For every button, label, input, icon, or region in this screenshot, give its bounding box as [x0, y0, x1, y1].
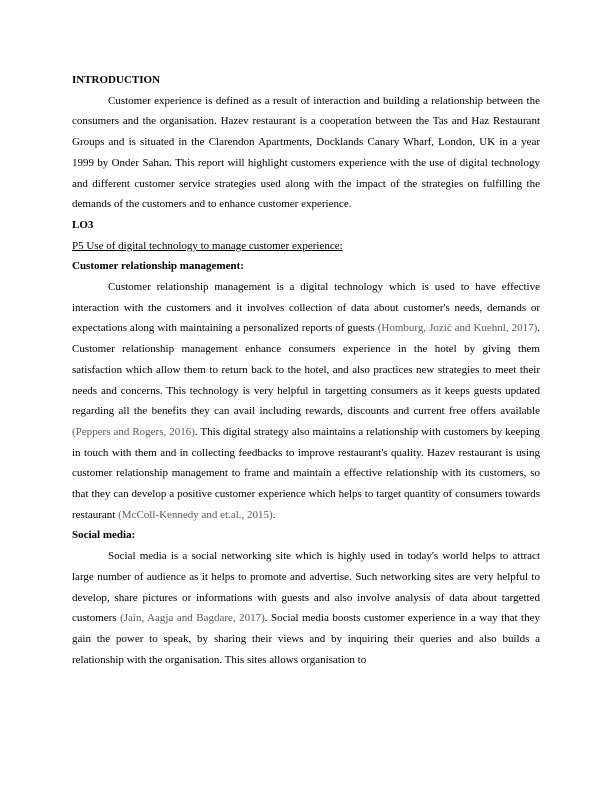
- intro-heading: INTRODUCTION: [72, 74, 161, 86]
- social-media-heading: Social media:: [72, 529, 136, 542]
- p5-heading: P5 Use of digital technology to manage customer experience:: [72, 239, 343, 252]
- crm-citation-1: (Homburg, Jozić and Kuehnl, 2017): [377, 322, 538, 335]
- crm-text-4: .: [272, 508, 276, 521]
- social-text-1: Social media is a social networking site which is highly used in today's world helps to attract large number of audience as it helps to promote and advertise. Such networking sites are very helpful to develop, share pictures or informations with guests and also involve analysis of data about targetted customers: [72, 550, 540, 625]
- lo3-heading: LO3: [72, 218, 94, 231]
- crm-text-3: . This digital strategy also maintains a relationship with customers by keeping in touch with them and in collecting feedbacks to improve restaurant's quality. Hazev restaurant is using customer relationship management to frame and maintain a effective relationship with its customers, so that they can develop a positive customer experience which helps to target quantity of consumers towards restaurant: [72, 425, 540, 521]
- social-media-paragraph: [72, 546, 540, 670]
- social-text-2: . Social media boosts customer experience in a way that they gain the power to speak, by sharing their views and by inquiring their queries and also builds a relationship with the organisation. This sites allows organisation to: [72, 612, 540, 666]
- crm-text-1: Customer relationship management is a digital technology which is used to have effective interaction with the customers and it involves collection of data about customer's needs, demands or expectations along with maintaining a personalized reports of guests: [72, 281, 540, 335]
- crm-text-2: . Customer relationship management enhance consumers experience in the hotel by giving them satisfaction which allow them to return back to the hotel, and also practices new strategies to meet their needs and concerns. This technology is very helpful in targetting consumers as it keeps guests updated regarding all the benefits they can avail including rewards, discounts and current free offers available: [72, 322, 540, 418]
- crm-citation-3: (McColl-Kennedy and et.al., 2015): [118, 508, 273, 521]
- crm-paragraph: [72, 277, 540, 525]
- intro-paragraph: Customer experience is defined as a result of interaction and building a relationship between the consumers and the organisation. Hazev restaurant is a cooperation between the Tas and Haz Restaurant Groups and is situated in the Clarendon Apartments, Docklands Canary Wharf, London, UK in a year 1999 by Onder Sahan. This report will highlight customers experience with the use of digital technology and different customer service strategies used along with the impact of the strategies on fulfilling the demands of the customers and to enhance customer experience.: [72, 94, 540, 211]
- document-page: [72, 70, 540, 670]
- social-citation-1: (Jain, Aagja and Bagdare, 2017): [120, 612, 265, 625]
- crm-citation-2: (Peppers and Rogers, 2016): [72, 425, 195, 438]
- crm-heading: Customer relationship management:: [72, 260, 244, 273]
